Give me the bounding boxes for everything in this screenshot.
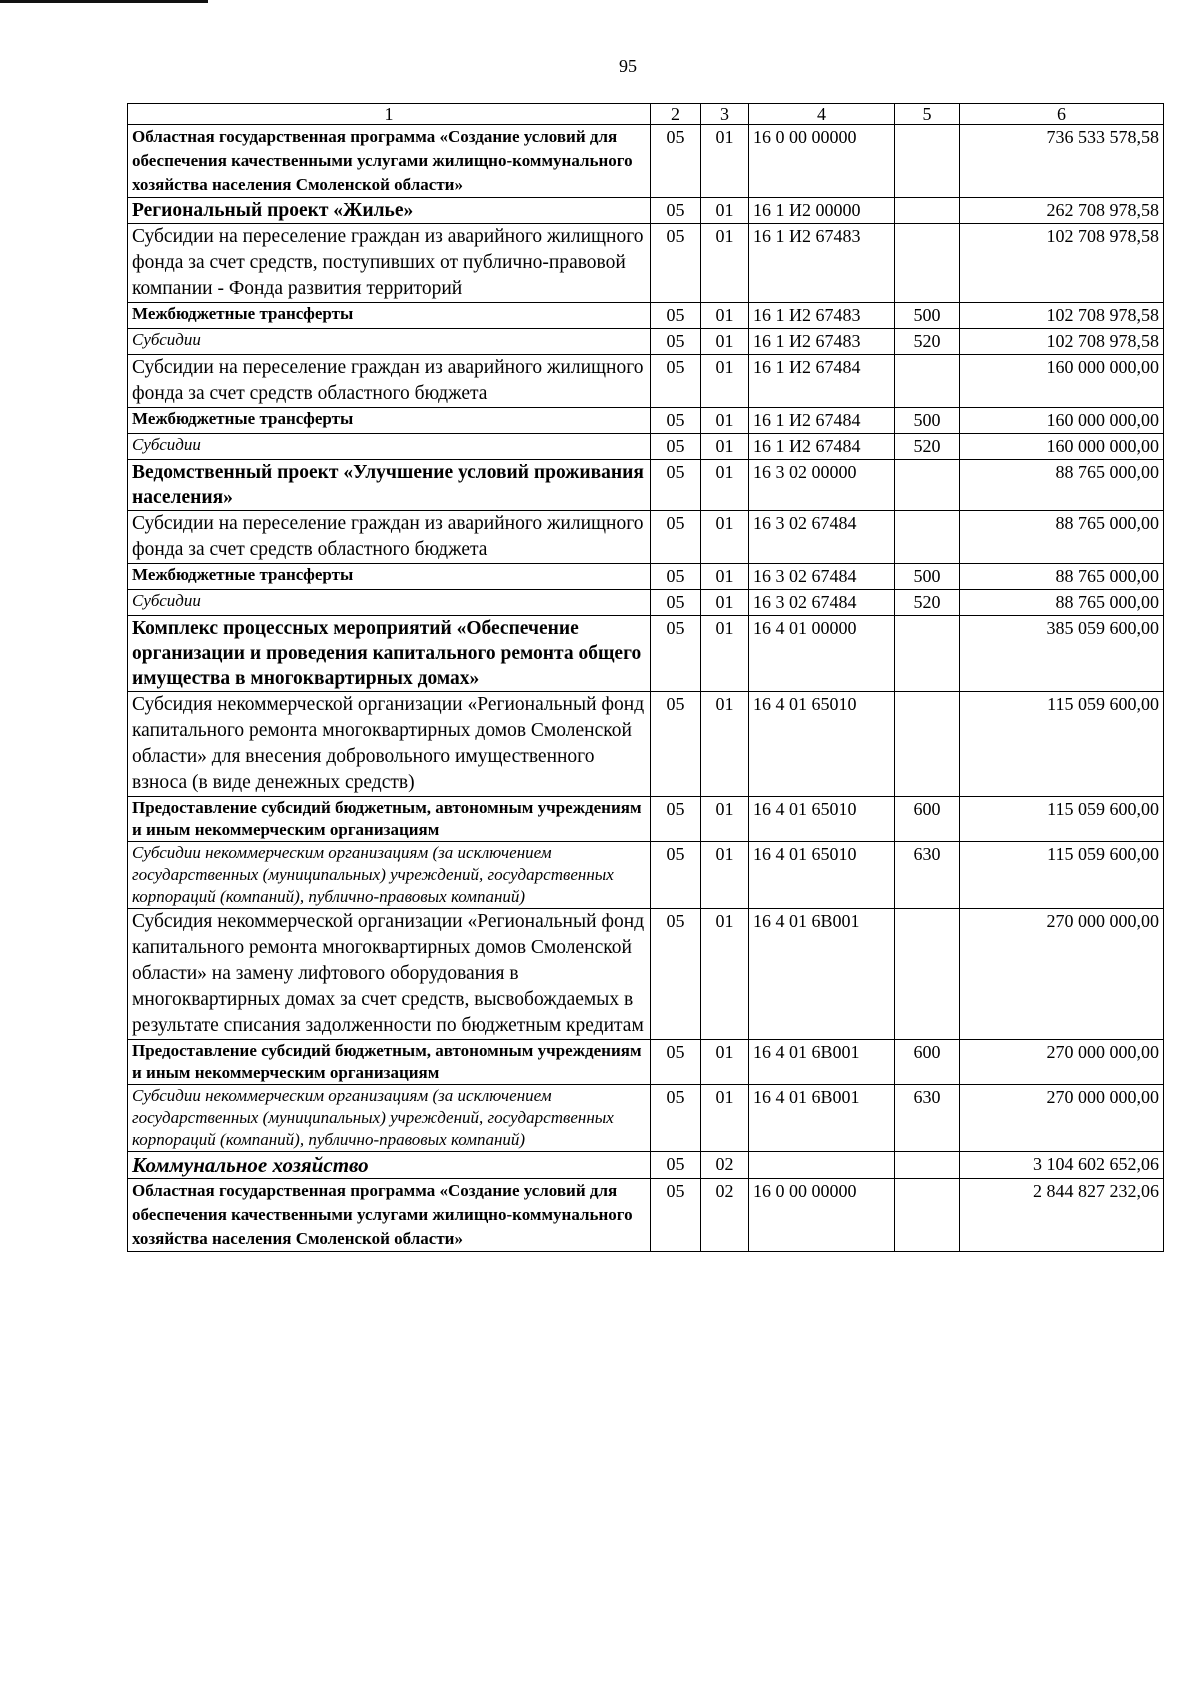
row-expense-type-cell: [895, 355, 960, 408]
scan-edge-line: [0, 0, 208, 3]
row-target-article-cell: 16 0 00 00000: [749, 1179, 895, 1252]
table-row: [128, 1152, 1164, 1179]
row-subsection-cell: 02: [701, 1179, 749, 1252]
table-row: [128, 842, 1164, 909]
row-subsection-cell: 01: [701, 434, 749, 460]
row-amount-cell: 88 765 000,00: [960, 460, 1164, 511]
table-row: [128, 329, 1164, 355]
row-target-article-cell: 16 4 01 6В001: [749, 1085, 895, 1152]
column-number-6: 6: [960, 104, 1164, 125]
row-amount-cell: 115 059 600,00: [960, 842, 1164, 909]
row-name-cell: Субсидии: [128, 329, 651, 355]
column-number-2: 2: [651, 104, 701, 125]
row-expense-type-cell: [895, 1179, 960, 1252]
row-subsection-cell: 01: [701, 303, 749, 329]
row-section-cell: 05: [651, 125, 701, 198]
row-name-cell: Комплекс процессных мероприятий «Обеспечение организации и проведения капитального ремонта общего имущества в многоквартирных домах»: [128, 616, 651, 692]
row-subsection-cell: 01: [701, 125, 749, 198]
row-name-cell: Региональный проект «Жилье»: [128, 198, 651, 224]
row-section-cell: 05: [651, 797, 701, 842]
table-row: [128, 909, 1164, 1040]
row-subsection-cell: 01: [701, 198, 749, 224]
row-amount-cell: 270 000 000,00: [960, 1085, 1164, 1152]
row-section-cell: 05: [651, 564, 701, 590]
table-row: [128, 511, 1164, 564]
row-amount-cell: 385 059 600,00: [960, 616, 1164, 692]
table-row: [128, 460, 1164, 511]
row-subsection-cell: 01: [701, 797, 749, 842]
table-row: [128, 1040, 1164, 1085]
row-name-cell: Предоставление субсидий бюджетным, автономным учреждениям и иным некоммерческим организациям: [128, 797, 651, 842]
table-row: [128, 616, 1164, 692]
row-subsection-cell: 02: [701, 1152, 749, 1179]
row-expense-type-cell: [895, 511, 960, 564]
row-amount-cell: 3 104 602 652,06: [960, 1152, 1164, 1179]
row-amount-cell: 115 059 600,00: [960, 797, 1164, 842]
budget-table: [127, 103, 1164, 1252]
row-subsection-cell: 01: [701, 511, 749, 564]
row-expense-type-cell: 630: [895, 842, 960, 909]
row-target-article-cell: 16 4 01 65010: [749, 842, 895, 909]
row-expense-type-cell: [895, 198, 960, 224]
row-expense-type-cell: 500: [895, 408, 960, 434]
column-number-5: 5: [895, 104, 960, 125]
table-row: [128, 303, 1164, 329]
row-subsection-cell: 01: [701, 842, 749, 909]
row-amount-cell: 102 708 978,58: [960, 329, 1164, 355]
column-number-3: 3: [701, 104, 749, 125]
row-target-article-cell: 16 3 02 67484: [749, 564, 895, 590]
page-number: 95: [619, 56, 637, 76]
table-row: [128, 797, 1164, 842]
table-row: [128, 1085, 1164, 1152]
row-amount-cell: 160 000 000,00: [960, 434, 1164, 460]
row-target-article-cell: 16 1 И2 67484: [749, 355, 895, 408]
row-amount-cell: 160 000 000,00: [960, 408, 1164, 434]
table-row: [128, 434, 1164, 460]
row-target-article-cell: 16 1 И2 67483: [749, 329, 895, 355]
row-target-article-cell: 16 1 И2 67483: [749, 224, 895, 303]
row-name-cell: Коммунальное хозяйство: [128, 1152, 651, 1179]
row-subsection-cell: 01: [701, 590, 749, 616]
row-amount-cell: 270 000 000,00: [960, 909, 1164, 1040]
row-expense-type-cell: 600: [895, 1040, 960, 1085]
row-subsection-cell: 01: [701, 224, 749, 303]
row-name-cell: Субсидии: [128, 434, 651, 460]
row-name-cell: Субсидия некоммерческой организации «Региональный фонд капитального ремонта многоквартирных домов Смоленской области» на замену лифтового оборудования в многоквартирных домах за счет средств, высвобождаемых в результате списания задолженности по бюджетным кредитам: [128, 909, 651, 1040]
row-amount-cell: 2 844 827 232,06: [960, 1179, 1164, 1252]
row-section-cell: 05: [651, 355, 701, 408]
row-section-cell: 05: [651, 909, 701, 1040]
row-expense-type-cell: 500: [895, 303, 960, 329]
row-expense-type-cell: [895, 1152, 960, 1179]
table-row: [128, 1179, 1164, 1252]
row-expense-type-cell: 520: [895, 329, 960, 355]
row-subsection-cell: 01: [701, 329, 749, 355]
row-name-cell: Субсидии на переселение граждан из аварийного жилищного фонда за счет средств областного бюджета: [128, 355, 651, 408]
row-name-cell: Субсидии на переселение граждан из аварийного жилищного фонда за счет средств областного бюджета: [128, 511, 651, 564]
row-expense-type-cell: 500: [895, 564, 960, 590]
row-name-cell: Субсидия некоммерческой организации «Региональный фонд капитального ремонта многоквартирных домов Смоленской области» для внесения добровольного имущественного взноса (в виде денежных средств): [128, 692, 651, 797]
row-target-article-cell: 16 1 И2 67484: [749, 408, 895, 434]
row-expense-type-cell: [895, 616, 960, 692]
row-section-cell: 05: [651, 224, 701, 303]
row-section-cell: 05: [651, 1085, 701, 1152]
row-section-cell: 05: [651, 1040, 701, 1085]
row-name-cell: Межбюджетные трансферты: [128, 564, 651, 590]
row-amount-cell: 88 765 000,00: [960, 511, 1164, 564]
table-row: [128, 125, 1164, 198]
row-name-cell: Областная государственная программа «Создание условий для обеспечения качественными услугами жилищно-коммунального хозяйства населения Смоленской области»: [128, 1179, 651, 1252]
row-subsection-cell: 01: [701, 408, 749, 434]
table-row: [128, 590, 1164, 616]
row-section-cell: 05: [651, 842, 701, 909]
row-section-cell: 05: [651, 329, 701, 355]
row-section-cell: 05: [651, 511, 701, 564]
row-expense-type-cell: [895, 125, 960, 198]
row-expense-type-cell: 630: [895, 1085, 960, 1152]
table-row: [128, 408, 1164, 434]
row-expense-type-cell: [895, 224, 960, 303]
column-number-4: 4: [749, 104, 895, 125]
row-expense-type-cell: 520: [895, 590, 960, 616]
row-amount-cell: 262 708 978,58: [960, 198, 1164, 224]
row-name-cell: Субсидии на переселение граждан из аварийного жилищного фонда за счет средств, поступивших от публично-правовой компании - Фонда развития территорий: [128, 224, 651, 303]
table-header-row: [128, 104, 1164, 125]
row-target-article-cell: 16 3 02 67484: [749, 590, 895, 616]
row-target-article-cell: 16 3 02 67484: [749, 511, 895, 564]
row-amount-cell: 270 000 000,00: [960, 1040, 1164, 1085]
row-amount-cell: 102 708 978,58: [960, 224, 1164, 303]
row-target-article-cell: [749, 1152, 895, 1179]
row-amount-cell: 88 765 000,00: [960, 590, 1164, 616]
row-target-article-cell: 16 1 И2 67484: [749, 434, 895, 460]
row-subsection-cell: 01: [701, 1040, 749, 1085]
table-row: [128, 564, 1164, 590]
row-section-cell: 05: [651, 303, 701, 329]
row-amount-cell: 115 059 600,00: [960, 692, 1164, 797]
row-amount-cell: 160 000 000,00: [960, 355, 1164, 408]
row-section-cell: 05: [651, 198, 701, 224]
row-subsection-cell: 01: [701, 692, 749, 797]
row-name-cell: Предоставление субсидий бюджетным, автономным учреждениям и иным некоммерческим организациям: [128, 1040, 651, 1085]
row-target-article-cell: 16 3 02 00000: [749, 460, 895, 511]
row-target-article-cell: 16 4 01 6В001: [749, 909, 895, 1040]
row-section-cell: 05: [651, 1179, 701, 1252]
row-section-cell: 05: [651, 692, 701, 797]
table-row: [128, 198, 1164, 224]
row-target-article-cell: 16 1 И2 67483: [749, 303, 895, 329]
row-name-cell: Областная государственная программа «Создание условий для обеспечения качественными услугами жилищно-коммунального хозяйства населения Смоленской области»: [128, 125, 651, 198]
row-name-cell: Субсидии некоммерческим организациям (за исключением государственных (муниципальных) учреждений, государственных корпораций (компаний), публично-правовых компаний): [128, 1085, 651, 1152]
row-expense-type-cell: 520: [895, 434, 960, 460]
row-subsection-cell: 01: [701, 564, 749, 590]
row-expense-type-cell: 600: [895, 797, 960, 842]
row-name-cell: Межбюджетные трансферты: [128, 408, 651, 434]
row-target-article-cell: 16 4 01 00000: [749, 616, 895, 692]
table-row: [128, 692, 1164, 797]
column-number-1: 1: [128, 104, 651, 125]
row-section-cell: 05: [651, 590, 701, 616]
table-row: [128, 355, 1164, 408]
row-target-article-cell: 16 4 01 65010: [749, 692, 895, 797]
row-target-article-cell: 16 4 01 6В001: [749, 1040, 895, 1085]
row-target-article-cell: 16 4 01 65010: [749, 797, 895, 842]
row-name-cell: Ведомственный проект «Улучшение условий проживания населения»: [128, 460, 651, 511]
row-amount-cell: 102 708 978,58: [960, 303, 1164, 329]
row-amount-cell: 736 533 578,58: [960, 125, 1164, 198]
row-name-cell: Субсидии некоммерческим организациям (за исключением государственных (муниципальных) учреждений, государственных корпораций (компаний), публично-правовых компаний): [128, 842, 651, 909]
row-expense-type-cell: [895, 460, 960, 511]
row-subsection-cell: 01: [701, 355, 749, 408]
row-section-cell: 05: [651, 616, 701, 692]
table-row: [128, 224, 1164, 303]
row-section-cell: 05: [651, 460, 701, 511]
row-expense-type-cell: [895, 909, 960, 1040]
row-amount-cell: 88 765 000,00: [960, 564, 1164, 590]
row-subsection-cell: 01: [701, 460, 749, 511]
row-subsection-cell: 01: [701, 909, 749, 1040]
row-section-cell: 05: [651, 434, 701, 460]
row-expense-type-cell: [895, 692, 960, 797]
row-section-cell: 05: [651, 408, 701, 434]
row-target-article-cell: 16 0 00 00000: [749, 125, 895, 198]
row-name-cell: Субсидии: [128, 590, 651, 616]
row-subsection-cell: 01: [701, 1085, 749, 1152]
row-subsection-cell: 01: [701, 616, 749, 692]
row-section-cell: 05: [651, 1152, 701, 1179]
row-target-article-cell: 16 1 И2 00000: [749, 198, 895, 224]
row-name-cell: Межбюджетные трансферты: [128, 303, 651, 329]
